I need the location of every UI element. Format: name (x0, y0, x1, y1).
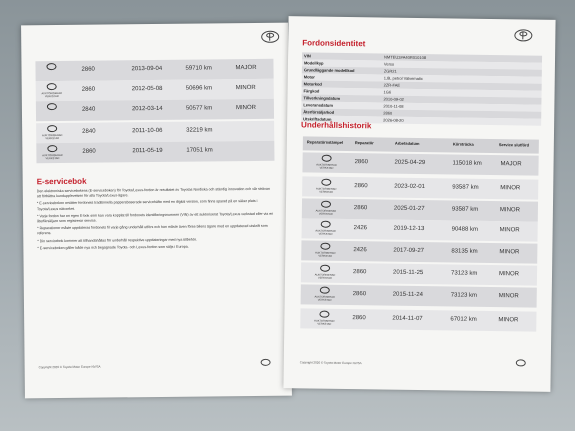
table-row (36, 141, 274, 163)
authorized-workshop-stamp (40, 124, 64, 142)
cell-code: 2860 (82, 148, 96, 155)
cell-km: 90488 km (451, 226, 479, 233)
table-row (302, 176, 538, 199)
stamp-text: AUKTORISERAD VERKSTAD (41, 133, 63, 141)
cell-km: 50696 km (185, 85, 213, 92)
cell-date: 2015-11-25 (392, 269, 424, 277)
stamp-text: AUKTORISERAD VERKSTAD (315, 187, 337, 194)
identity-label: Motorkod (303, 81, 322, 87)
eservicebok-heading: E-servicebok (36, 176, 87, 187)
toyota-logo-icon (321, 221, 331, 228)
identity-label: Grundläggande modellkod (303, 67, 355, 74)
toyota-logo-icon (47, 145, 57, 152)
authorized-workshop-stamp (314, 178, 338, 196)
table-row (35, 59, 273, 81)
cell-date: 2023-02-01 (394, 183, 425, 191)
paragraph: * E-serviceboken ersätter fordonets traditionella pappersbaserade servicehäfte med en digital version, som finns sparad på en säker plats i Toyota/Lexus nätverket. (36, 199, 258, 211)
authorized-workshop-stamp (40, 102, 64, 120)
cell-km: 50577 km (185, 105, 213, 112)
table-row (36, 79, 274, 101)
paragraph: * Din servicebok kommer att tillhandahållas för underhåll respektive uppdateringar med nya tillbehör. (37, 237, 197, 243)
table-row (36, 121, 274, 143)
stamp-text: AUKTORISERAD VERKSTAD (315, 209, 337, 216)
table-row (302, 152, 538, 175)
authorized-workshop-stamp (312, 310, 336, 328)
authorized-workshop-stamp (313, 264, 337, 282)
cell-type: MINOR (500, 185, 521, 192)
cell-type: MINOR (499, 207, 520, 214)
vehicle-identity-table (287, 52, 555, 130)
cell-code: 2426 (353, 247, 367, 254)
cell-type: MINOR (498, 293, 519, 300)
cell-date: 2014-11-07 (392, 315, 423, 323)
toyota-logo-icon (47, 83, 57, 90)
toyota-logo-icon (322, 155, 332, 162)
toyota-logo-icon (319, 311, 329, 318)
toyota-logo-icon (47, 103, 57, 110)
cell-type: MINOR (235, 104, 256, 112)
cell-code: 2426 (353, 225, 368, 232)
identity-value: 2026-08-20 (383, 117, 404, 123)
identity-value: 2010-11-08 (383, 103, 404, 109)
cell-code: 2860 (353, 205, 368, 212)
identity-value: 2010-09-02 (383, 96, 404, 102)
toyota-logo-icon (261, 31, 279, 43)
authorized-workshop-stamp (314, 154, 338, 172)
copyright-footer: Copyright 2020 © Toyota Motor Europe NV/SA (299, 360, 362, 366)
toyota-logo-icon (320, 243, 330, 250)
toyota-logo-icon (321, 179, 331, 186)
cell-code: 2860 (81, 86, 96, 93)
cell-km: 67012 km (450, 316, 477, 323)
cell-code: 2860 (352, 315, 366, 322)
table-row (36, 99, 274, 121)
stamp-text: AUKTORISERAD VERKSTAD (314, 319, 335, 326)
cell-date: 2012-03-14 (131, 105, 163, 113)
table-row (301, 284, 537, 307)
authorized-workshop-stamp (313, 242, 337, 260)
cell-type: MINOR (498, 317, 519, 324)
right-document-page (283, 16, 555, 392)
cell-code: 2840 (81, 106, 96, 113)
cell-date: 2015-11-24 (392, 291, 424, 299)
stamp-text: AUKTORISERAD VERKSTAD (42, 153, 63, 161)
stamp-text: AUKTORISERAD VERKSTAD (41, 91, 62, 99)
cell-km: 83135 km (451, 248, 478, 255)
toyota-logo-icon (321, 201, 331, 208)
toyota-logo-icon (47, 125, 57, 132)
cell-code: 2860 (354, 183, 368, 190)
service-history-continued (21, 23, 288, 161)
authorized-workshop-stamp (314, 200, 338, 218)
cell-type: MINOR (235, 84, 256, 92)
cell-type: MAJOR (500, 161, 522, 168)
toyota-logo-icon (46, 63, 56, 70)
cell-type: MINOR (499, 227, 520, 234)
paragraph: * Reparationer måste uppdateras fordonets fil varje gång underhåll utförs och han måste även förse bilens ägare med en uppdaterad utskrift som referens. (37, 224, 268, 236)
identity-label: VIN (304, 53, 311, 59)
identity-value: 1,8L petrol Valvematic (383, 75, 423, 82)
identity-label: Utskriftsdatum (303, 116, 332, 122)
identity-value: NMTEU3#A40R010108 (384, 54, 427, 61)
cell-code: 2860 (352, 291, 367, 298)
table-row (302, 218, 538, 241)
cell-km: 17051 km (186, 147, 213, 154)
paragraph: * E-serviceboken gäller både nya och begagnade Toyota- och Lexus-fordon som säljs i Europa. (37, 244, 189, 251)
identity-value: ZGR21 (383, 68, 397, 74)
col-header: Körsträcka (452, 141, 474, 147)
fordonsidentitet-heading: Fordonsidentitet (302, 38, 366, 49)
cell-km: 115018 km (452, 160, 482, 167)
table-row (301, 262, 537, 285)
cell-code: 2840 (82, 128, 96, 135)
identity-label: Återförsäljarkod (303, 109, 335, 115)
authorized-workshop-stamp (40, 82, 64, 100)
paragraph: Den elektroniska servicebokens (E-serviceboken) för Toyota/Lexus-fordon är resultatet av Toyotas Nordiska och ständig innovation och vår strävan att förbättra kundupplevelsen för alla Toyota/Lexus-ägare. (36, 186, 270, 199)
cell-date: 2025-01-27 (393, 205, 425, 213)
cell-date: 2025-04-29 (394, 159, 426, 167)
cell-code: 2860 (81, 66, 95, 73)
cell-km: 32219 km (186, 127, 213, 134)
authorized-workshop-stamp (39, 62, 63, 80)
toyota-logo-icon (514, 29, 532, 41)
identity-value: 1G6 (383, 89, 392, 95)
col-header: Reparatörsstämpel (306, 139, 344, 145)
identity-label: Leveransdatum (303, 102, 333, 108)
cell-km: 73123 km (450, 270, 478, 277)
identity-value: 2ZR-FAE (383, 82, 401, 88)
cell-km: 93587 km (452, 184, 479, 191)
identity-value: 2860 (383, 110, 393, 116)
toyota-small-logo-icon (261, 359, 271, 366)
cell-date: 2011-05-19 (132, 147, 163, 155)
cell-type: MAJOR (235, 64, 257, 72)
cell-date: 2019-12-13 (393, 225, 425, 233)
stamp-text: AUKTORISERAD VERKSTAD (315, 229, 336, 236)
cell-km: 93587 km (451, 206, 479, 213)
paragraph: * Varje fordon har en egen E-bok som kan vara kopplat till fordonets identifieringsnummer (VIN) av ett auktoriserat Toyota/Lexus verkstad eller via en återfärsäljare som registrerar service. (37, 211, 274, 224)
toyota-small-logo-icon (516, 359, 526, 366)
toyota-logo-icon (320, 265, 330, 272)
eservicebok-body (37, 187, 276, 254)
stamp-text: AUKTORISERAD VERKSTAD (315, 251, 336, 258)
stamp-text: AUKTORISERAD VERKSTAD (314, 273, 336, 280)
history-table-header (303, 136, 539, 153)
stamp-text: AUKTORISERAD VERKSTAD (314, 295, 335, 302)
authorized-workshop-stamp (313, 286, 337, 304)
cell-km: 59710 km (185, 65, 212, 72)
col-header: Reparatör (354, 140, 374, 146)
stamp-text: AUKTORISERAD VERKSTAD (316, 163, 337, 170)
col-header: Service slutförd (498, 142, 530, 148)
table-row (300, 308, 536, 331)
table-row (301, 240, 537, 263)
cell-km: 73123 km (450, 292, 478, 299)
authorized-workshop-stamp (314, 220, 338, 238)
identity-label: Tillverkningsdatum (303, 95, 341, 101)
toyota-logo-icon (320, 287, 330, 294)
identity-label: Modellkyp (303, 60, 324, 66)
identity-label: Färgkod (303, 88, 320, 94)
identity-value: Verso (383, 61, 395, 67)
cell-code: 2860 (353, 269, 367, 276)
cell-date: 2013-09-04 (131, 65, 163, 73)
identity-label: Motor (303, 74, 315, 80)
cell-date: 2012-05-08 (131, 85, 163, 93)
cell-type: MINOR (499, 249, 520, 256)
cell-code: 2860 (354, 159, 368, 166)
left-document-page (21, 23, 292, 399)
cell-date: 2011-10-06 (132, 127, 163, 135)
underhallshistorik-heading: Underhållshistorik (301, 120, 372, 131)
col-header: Arbetsdatum (394, 140, 420, 146)
copyright-footer: Copyright 2020 © Toyota Motor Europe NV/SA (38, 364, 101, 370)
cell-date: 2017-09-27 (393, 247, 425, 255)
authorized-workshop-stamp (40, 144, 64, 162)
cell-type: MINOR (498, 271, 520, 278)
